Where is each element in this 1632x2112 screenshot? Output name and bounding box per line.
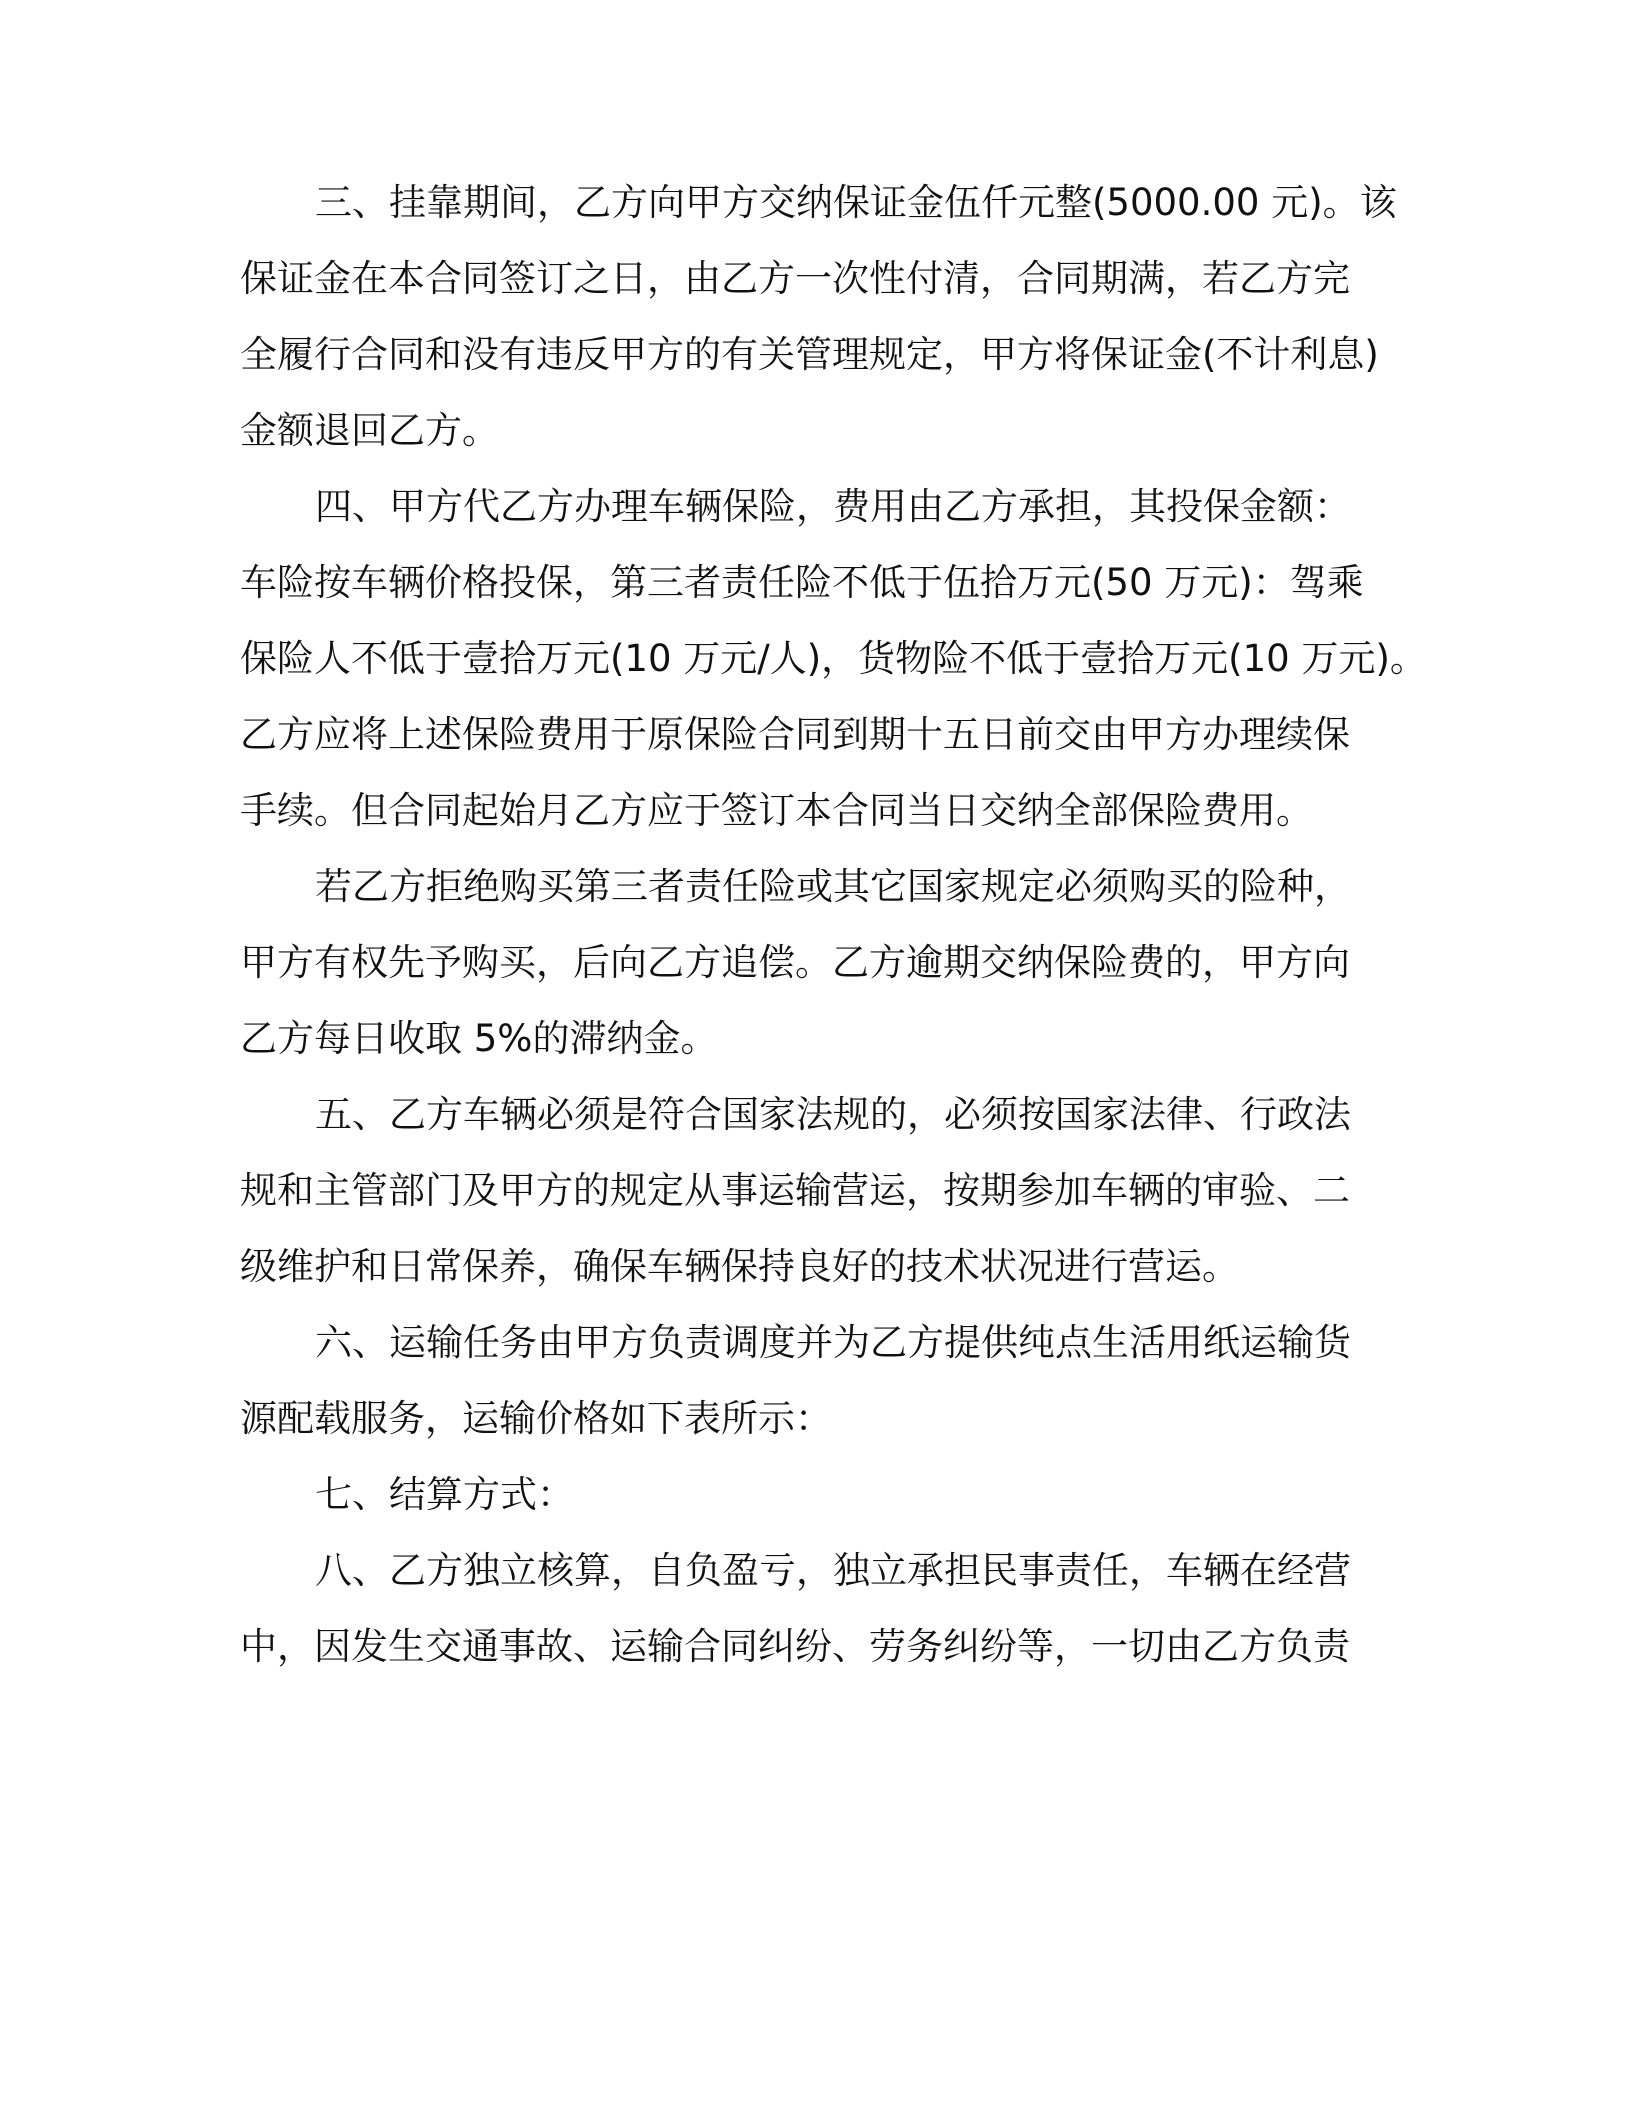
text-line: 乙方每日收取 5%的滞纳金。 <box>240 1017 718 1060</box>
text-line: 保证金在本合同签订之日，由乙方一次性付清，合同期满，若乙方完 <box>240 257 1350 300</box>
paragraph-clause-7 <box>240 1473 1410 1516</box>
text-line: 三、挂靠期间，乙方向甲方交纳保证金伍仟元整(5000.00 元)。该 <box>315 181 1397 224</box>
text-line: 六、运输任务由甲方负责调度并为乙方提供纯点生活用纸运输货 <box>315 1321 1351 1364</box>
paragraph-clause-8 <box>240 1549 1410 1668</box>
text-line: 五、乙方车辆必须是符合国家法规的，必须按国家法律、行政法 <box>315 1093 1351 1136</box>
text-line: 级维护和日常保养，确保车辆保持良好的技术状况进行营运。 <box>240 1245 1239 1288</box>
text-line: 甲方有权先予购买，后向乙方追偿。乙方逾期交纳保险费的，甲方向 <box>240 941 1350 984</box>
paragraph-clause-4 <box>240 485 1427 832</box>
text-line: 金额退回乙方。 <box>240 409 499 452</box>
paragraph-clause-6 <box>240 1321 1410 1440</box>
text-line: 规和主管部门及甲方的规定从事运输营运，按期参加车辆的审验、二 <box>240 1169 1350 1212</box>
text-line: 保险人不低于壹拾万元(10 万元/人)，货物险不低于壹拾万元(10 万元)。 <box>240 637 1427 680</box>
text-line: 源配载服务，运输价格如下表所示： <box>240 1397 832 1440</box>
text-line: 中，因发生交通事故、运输合同纠纷、劳务纠纷等，一切由乙方负责 <box>240 1625 1350 1668</box>
text-line: 四、甲方代乙方办理车辆保险，费用由乙方承担，其投保金额： <box>315 485 1351 528</box>
paragraph-clause-5 <box>240 1093 1410 1288</box>
text-line: 手续。但合同起始月乙方应于签订本合同当日交纳全部保险费用。 <box>240 789 1313 832</box>
document-body <box>240 181 1427 1704</box>
text-line: 全履行合同和没有违反甲方的有关管理规定，甲方将保证金(不计利息) <box>240 333 1379 376</box>
text-line: 八、乙方独立核算，自负盈亏，独立承担民事责任，车辆在经营 <box>315 1549 1351 1592</box>
text-line: 车险按车辆价格投保，第三者责任险不低于伍拾万元(50 万元)：驾乘 <box>240 561 1364 604</box>
paragraph-clause-3 <box>240 181 1410 452</box>
text-line: 乙方应将上述保险费用于原保险合同到期十五日前交由甲方办理续保 <box>240 713 1350 756</box>
paragraph-clause-4-supplement <box>240 865 1410 1060</box>
text-line: 七、结算方式： <box>315 1473 574 1516</box>
text-line: 若乙方拒绝购买第三者责任险或其它国家规定必须购买的险种， <box>315 865 1351 908</box>
